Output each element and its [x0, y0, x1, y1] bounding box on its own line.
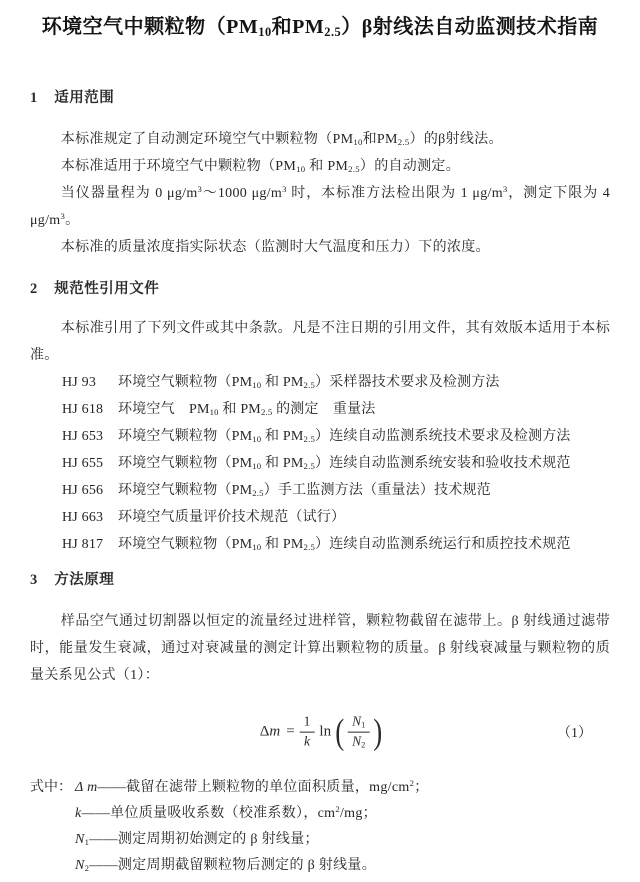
reference-title: 环境空气颗粒物（$PM_{10}$ 和 $PM_{2.5}$）连续自动监测系统技术要求及检测方法	[118, 429, 571, 445]
formula-legend	[30, 775, 610, 879]
paragraph: 本标准的质量浓度指实际状态（监测时大气温度和压力）下的浓度。	[60, 240, 490, 255]
where-label: 式中：	[30, 780, 72, 795]
reference-title: 环境空气颗粒物$(PM_{2.5})$手工监测方法（重量法）技术规范	[118, 483, 491, 499]
formula-lhs: Δm	[259, 723, 281, 740]
formula-equals: =	[286, 723, 295, 740]
reference-code: HJ 817	[62, 537, 104, 552]
reference-item	[30, 369, 610, 396]
formula-equation	[257, 714, 384, 751]
term-description: ——截留在滤带上颗粒物的单位面积质量，$mg/cm^2$；	[97, 778, 429, 795]
term-symbol: $N_1$	[75, 832, 90, 848]
document-title: 环境空气中颗粒物（$PM_{10}$和$PM_{2.5})\beta$射线法自动监测技术指南	[41, 16, 599, 40]
term-description: ——测定周期截留颗粒物后测定的 β 射线量。	[89, 858, 377, 873]
section-2-number: 2	[30, 281, 38, 297]
term-symbol: k	[75, 806, 82, 821]
reference-title: 环境空气 $PM_{10}$ 和 $PM_{2.5}$ 的测定 重量法	[118, 402, 376, 418]
section-3-number: 3	[30, 572, 38, 588]
reference-code: HJ 663	[62, 510, 104, 525]
section-3-heading	[30, 570, 610, 590]
section-1-number: 1	[30, 90, 38, 106]
paragraph: 本标准引用了下列文件或其中条款。凡是不注日期的引用文件，其有效版本适用于本标准。	[30, 321, 610, 363]
section-2-title: 规范性引用文件	[54, 281, 160, 297]
reference-item	[30, 531, 610, 558]
section-1-heading	[30, 88, 610, 108]
reference-title: 环境空气颗粒物（$PM_{10}$ 和 $PM_{2.5}$）连续自动监测系统运行和质控技术规范	[118, 537, 571, 553]
section-2-heading	[30, 279, 610, 299]
term-description: ——测定周期初始测定的 β 射线量；	[89, 832, 319, 847]
term-symbol: Δ m	[75, 780, 98, 795]
reference-code: HJ 655	[62, 456, 104, 471]
reference-code: HJ 656	[62, 483, 104, 498]
section-3-body	[30, 608, 610, 689]
term-description: ——单位质量吸收系数（校准系数），$cm^2/mg$；	[81, 804, 377, 821]
section-2-body	[30, 315, 610, 558]
reference-title: 环境空气颗粒物（$PM_{10}$ 和 $PM_{2.5}$）连续自动监测系统安装和验收技术规范	[118, 456, 571, 472]
fraction-numerator: $N_1$	[348, 714, 369, 733]
fraction-numerator: 1	[300, 714, 315, 733]
formula-close-paren: )	[372, 712, 382, 752]
fraction-denominator: $N_2$	[352, 733, 366, 750]
fraction-denominator: k	[304, 733, 311, 749]
formula-term	[30, 827, 610, 853]
reference-code: HJ 93	[62, 375, 97, 390]
section-1-title: 适用范围	[54, 90, 115, 106]
paragraph: 样品空气通过切割器以恒定的流量经过进样管，颗粒物截留在滤带上。β 射线通过滤带时，能量发生衰减，通过对衰减量的测定计算出颗粒物的质量。β 射线衰减量与颗粒物的质量关系见公式（1）：	[30, 614, 610, 683]
reference-item	[30, 423, 610, 450]
reference-item	[30, 477, 610, 504]
paragraph: 本标准规定了自动测定环境空气中颗粒物（$PM_{10}$和$PM_{2.5}$）的β射线法。	[60, 132, 503, 148]
reference-code: HJ 653	[62, 429, 104, 444]
section-3-title: 方法原理	[54, 572, 115, 588]
formula-term	[30, 775, 610, 801]
formula-term	[30, 853, 610, 879]
reference-code: HJ 618	[62, 402, 104, 417]
formula-fraction-1k	[300, 714, 315, 751]
formula-fraction-n1n2	[348, 714, 369, 751]
formula-block	[30, 703, 610, 761]
formula-ln-operator: ln	[319, 723, 332, 740]
section-1-body	[30, 126, 610, 261]
paragraph: 当仪器量程为 0 $\mu g/m^3\sim 1000$ $\mu g/m^3$ 时，本标准方法检出限为 1 $\mu g/m^3$，测定下限为 4 $\mu g/m^3$。	[30, 184, 610, 228]
formula-term	[30, 801, 610, 827]
reference-item	[30, 504, 610, 531]
term-symbol: $N_2$	[75, 858, 90, 874]
equation-number: （1）	[557, 726, 592, 741]
reference-item	[30, 396, 610, 423]
paragraph: 本标准适用于环境空气中颗粒物（$PM_{10}$ 和 $PM_{2.5}$）的自动测定。	[60, 159, 461, 175]
reference-title: 环境空气质量评价技术规范（试行）	[118, 510, 346, 525]
reference-title: 环境空气颗粒物（$PM_{10}$ 和 $PM_{2.5}$）采样器技术要求及检测方法	[118, 375, 500, 391]
reference-list	[30, 369, 610, 558]
reference-item	[30, 450, 610, 477]
formula-open-paren: (	[335, 712, 345, 752]
